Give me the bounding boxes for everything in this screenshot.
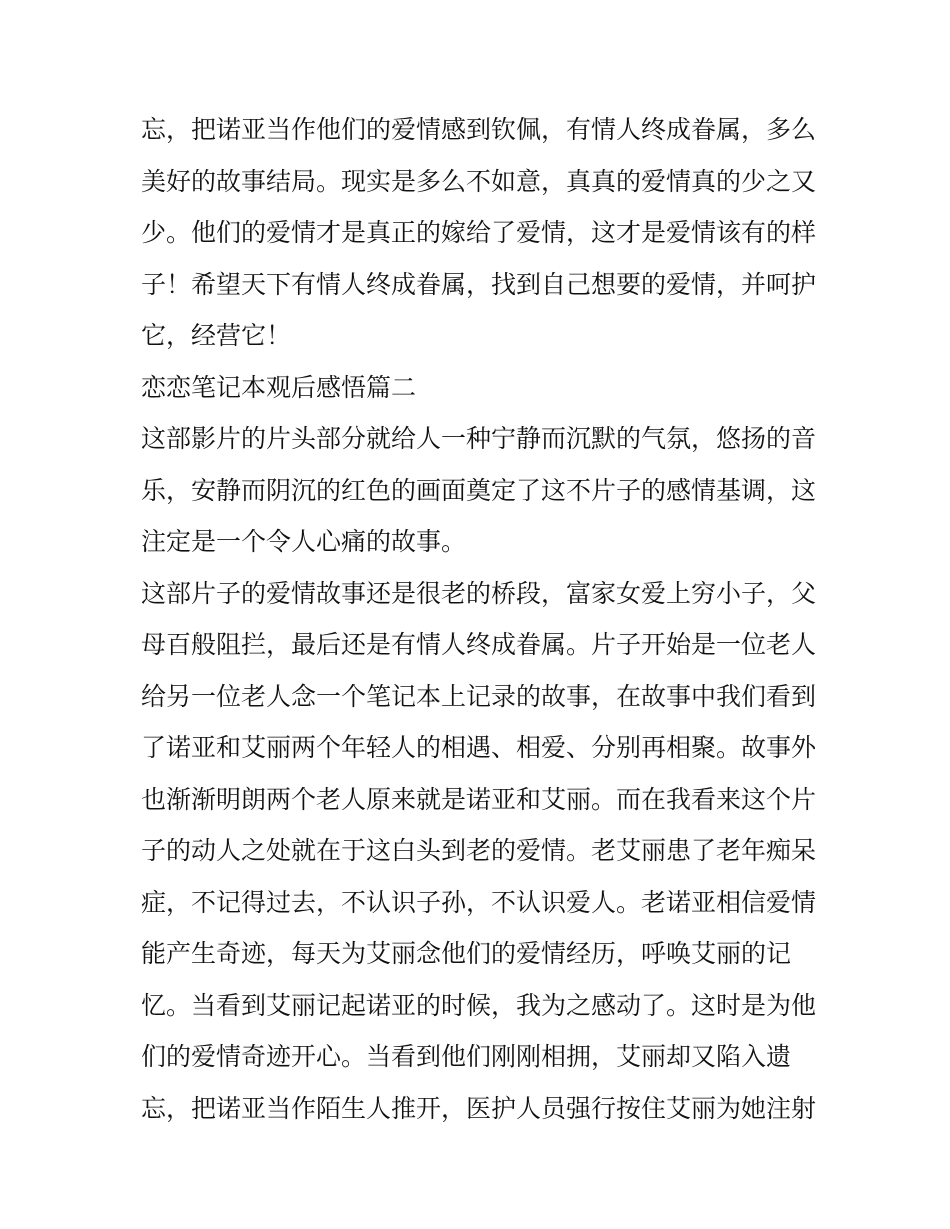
text-line: 子！希望天下有情人终成眷属，找到自己想要的爱情，并呵护 [141,269,817,299]
text-line: 注定是一个令人心痛的故事。 [141,527,467,556]
heading-text: 恋恋笔记本观后感悟篇二 [141,372,417,402]
paragraph-opening-scene [141,413,821,568]
text-line: 忘，把诺亚当作他们的爱情感到钦佩，有情人终成眷属，多么 [141,115,817,144]
text-line: 也渐渐明朗两个老人原来就是诺亚和艾丽。而在我看来这个片 [141,784,817,814]
paragraph-closing-remarks [141,104,821,362]
section-heading [141,362,821,414]
paragraph-story-summary [141,568,821,1135]
text-line: 少。他们的爱情才是真正的嫁给了爱情，这才是爱情该有的样 [141,218,817,247]
text-line: 它，经营它！ [141,321,292,350]
text-line: 了诺亚和艾丽两个年轻人的相遇、相爱、分别再相聚。故事外 [141,733,817,762]
text-line: 这部片子的爱情故事还是很老的桥段，富家女爱上穷小子，父 [141,578,817,608]
text-line: 能产生奇迹，每天为艾丽念他们的爱情经历，呼唤艾丽的记 [141,939,792,968]
text-line: 乐，安静而阴沉的红色的画面奠定了这不片子的感情基调，这 [141,475,817,505]
text-line: 给另一位老人念一个笔记本上记录的故事，在故事中我们看到 [141,681,817,711]
text-line: 们的爱情奇迹开心。当看到他们刚刚相拥，艾丽却又陷入遗 [141,1042,792,1071]
text-line: 母百般阻拦，最后还是有情人终成眷属。片子开始是一位老人 [141,630,817,659]
text-line: 忘，把诺亚当作陌生人推开，医护人员强行按住艾丽为她注射 [141,1093,817,1123]
text-line: 忆。当看到艾丽记起诺亚的时候，我为之感动了。这时是为他 [141,990,817,1020]
document-page [141,104,821,1134]
text-line: 这部影片的片头部分就给人一种宁静而沉默的气氛，悠扬的音 [141,424,817,453]
text-line: 子的动人之处就在于这白头到老的爱情。老艾丽患了老年痴呆 [141,836,817,865]
text-line: 美好的故事结局。现实是多么不如意，真真的爱情真的少之又 [141,166,817,196]
text-line: 症，不记得过去，不认识子孙，不认识爱人。老诺亚相信爱情 [141,887,817,917]
